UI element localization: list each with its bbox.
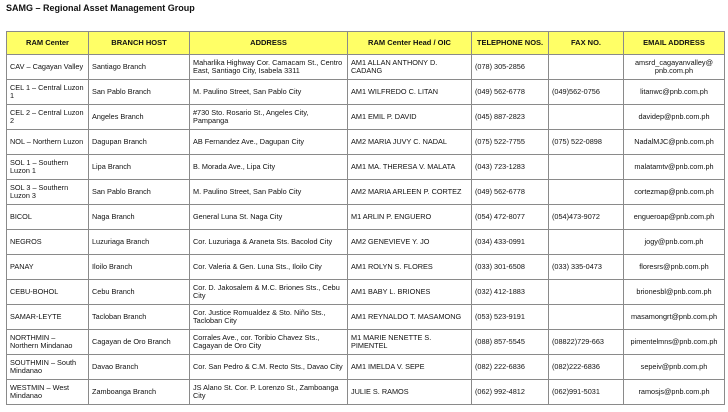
cell-center-head: AM1 REYNALDO T. MASAMONG: [348, 305, 472, 330]
table-row: [7, 80, 725, 105]
table-row: [7, 205, 725, 230]
cell-ram-center: PANAY: [7, 255, 89, 280]
cell-address: AB Fernandez Ave., Dagupan City: [190, 130, 348, 155]
cell-email: davidep@pnb.com.ph: [624, 105, 725, 130]
cell-email: floresrs@pnb.com.ph: [624, 255, 725, 280]
table-row: [7, 130, 725, 155]
column-header-address: ADDRESS: [190, 32, 348, 55]
cell-telephone: (049) 562-6778: [472, 80, 549, 105]
cell-fax: (049)562-0756: [549, 80, 624, 105]
cell-email: brionesbl@pnb.com.ph: [624, 280, 725, 305]
cell-telephone: (075) 522-7755: [472, 130, 549, 155]
table-row: [7, 255, 725, 280]
cell-ram-center: CEL 2 – Central Luzon 2: [7, 105, 89, 130]
cell-ram-center: WESTMIN – West Mindanao: [7, 380, 89, 405]
cell-telephone: (082) 222-6836: [472, 355, 549, 380]
cell-ram-center: CEL 1 – Central Luzon 1: [7, 80, 89, 105]
table-row: [7, 105, 725, 130]
table-row: [7, 230, 725, 255]
cell-email: sepeiv@pnb.com.ph: [624, 355, 725, 380]
column-header-telephone: TELEPHONE NOS.: [472, 32, 549, 55]
cell-fax: [549, 105, 624, 130]
cell-email: cortezmap@pnb.com.ph: [624, 180, 725, 205]
cell-center-head: AM1 ALLAN ANTHONY D. CADANG: [348, 55, 472, 80]
cell-address: Cor. Justice Romualdez & Sto. Niño Sts., Tacloban City: [190, 305, 348, 330]
cell-branch-host: Zamboanga Branch: [89, 380, 190, 405]
cell-branch-host: Iloilo Branch: [89, 255, 190, 280]
cell-ram-center: CEBU-BOHOL: [7, 280, 89, 305]
cell-telephone: (034) 433-0991: [472, 230, 549, 255]
cell-ram-center: NORTHMIN – Northern Mindanao: [7, 330, 89, 355]
cell-center-head: AM1 WILFREDO C. LITAN: [348, 80, 472, 105]
cell-center-head: AM1 EMIL P. DAVID: [348, 105, 472, 130]
cell-address: Cor. Luzuriaga & Araneta Sts. Bacolod City: [190, 230, 348, 255]
cell-address: Corrales Ave., cor. Toribio Chavez Sts., Cagayan de Oro City: [190, 330, 348, 355]
cell-ram-center: BICOL: [7, 205, 89, 230]
cell-branch-host: Angeles Branch: [89, 105, 190, 130]
cell-telephone: (062) 992-4812: [472, 380, 549, 405]
cell-fax: [549, 280, 624, 305]
cell-center-head: AM2 MARIA ARLEEN P. CORTEZ: [348, 180, 472, 205]
cell-telephone: (078) 305-2856: [472, 55, 549, 80]
cell-address: Cor. D. Jakosalem & M.C. Briones Sts., Cebu City: [190, 280, 348, 305]
cell-ram-center: NOL – Northern Luzon: [7, 130, 89, 155]
cell-center-head: M1 ARLIN P. ENGUERO: [348, 205, 472, 230]
cell-ram-center: SOL 3 – Southern Luzon 3: [7, 180, 89, 205]
column-header-email: EMAIL ADDRESS: [624, 32, 725, 55]
cell-branch-host: Dagupan Branch: [89, 130, 190, 155]
cell-email: litanwc@pnb.com.ph: [624, 80, 725, 105]
cell-email: jogy@pnb.com.ph: [624, 230, 725, 255]
cell-telephone: (049) 562-6778: [472, 180, 549, 205]
cell-telephone: (054) 472-8077: [472, 205, 549, 230]
cell-telephone: (053) 523-9191: [472, 305, 549, 330]
cell-address: B. Morada Ave., Lipa City: [190, 155, 348, 180]
cell-address: Cor. San Pedro & C.M. Recto Sts., Davao City: [190, 355, 348, 380]
page-title: SAMG – Regional Asset Management Group: [6, 3, 195, 13]
cell-ram-center: SAMAR-LEYTE: [7, 305, 89, 330]
cell-branch-host: Davao Branch: [89, 355, 190, 380]
table-row: [7, 305, 725, 330]
cell-center-head: M1 MARIE NENETTE S. PIMENTEL: [348, 330, 472, 355]
cell-center-head: AM2 MARIA JUVY C. NADAL: [348, 130, 472, 155]
cell-branch-host: San Pablo Branch: [89, 180, 190, 205]
cell-branch-host: Lipa Branch: [89, 155, 190, 180]
column-header-center-head: RAM Center Head / OIC: [348, 32, 472, 55]
cell-branch-host: Cebu Branch: [89, 280, 190, 305]
cell-fax: (075) 522-0898: [549, 130, 624, 155]
cell-branch-host: Luzuriaga Branch: [89, 230, 190, 255]
table-row: [7, 330, 725, 355]
cell-fax: [549, 180, 624, 205]
cell-center-head: AM2 GENEVIEVE Y. JO: [348, 230, 472, 255]
cell-branch-host: Naga Branch: [89, 205, 190, 230]
cell-fax: (082)222-6836: [549, 355, 624, 380]
cell-telephone: (032) 412-1883: [472, 280, 549, 305]
cell-center-head: AM1 IMELDA V. SEPE: [348, 355, 472, 380]
cell-email: engueroap@pnb.com.ph: [624, 205, 725, 230]
cell-email: ramosjs@pnb.com.ph: [624, 380, 725, 405]
cell-address: JS Alano St. Cor. P. Lorenzo St., Zamboanga City: [190, 380, 348, 405]
cell-telephone: (043) 723-1283: [472, 155, 549, 180]
cell-fax: (033) 335-0473: [549, 255, 624, 280]
table-row: [7, 380, 725, 405]
cell-ram-center: SOL 1 – Southern Luzon 1: [7, 155, 89, 180]
cell-fax: (08822)729-663: [549, 330, 624, 355]
cell-fax: [549, 155, 624, 180]
table-row: [7, 180, 725, 205]
cell-address: General Luna St. Naga City: [190, 205, 348, 230]
cell-branch-host: Tacloban Branch: [89, 305, 190, 330]
cell-center-head: AM1 MA. THERESA V. MALATA: [348, 155, 472, 180]
table-row: [7, 355, 725, 380]
cell-ram-center: CAV – Cagayan Valley: [7, 55, 89, 80]
table-header-row: [7, 32, 725, 55]
cell-email: amsrd_cagayanvalley@ pnb.com.ph: [624, 55, 725, 80]
cell-email: malatamtv@pnb.com.ph: [624, 155, 725, 180]
table-row: [7, 280, 725, 305]
table-row: [7, 55, 725, 80]
cell-fax: [549, 230, 624, 255]
cell-email: NadalMJC@pnb.com.ph: [624, 130, 725, 155]
cell-address: M. Paulino Street, San Pablo City: [190, 180, 348, 205]
cell-email: masamongrt@pnb.com.ph: [624, 305, 725, 330]
cell-fax: (054)473-9072: [549, 205, 624, 230]
cell-telephone: (045) 887-2823: [472, 105, 549, 130]
cell-fax: [549, 305, 624, 330]
ram-centers-table: [6, 31, 725, 405]
cell-center-head: AM1 BABY L. BRIONES: [348, 280, 472, 305]
cell-address: Maharlika Highway Cor. Camacam St., Centro East, Santiago City, Isabela 3311: [190, 55, 348, 80]
cell-branch-host: San Pablo Branch: [89, 80, 190, 105]
column-header-ram-center: RAM Center: [7, 32, 89, 55]
column-header-fax: FAX NO.: [549, 32, 624, 55]
column-header-branch-host: BRANCH HOST: [89, 32, 190, 55]
table-row: [7, 155, 725, 180]
cell-fax: (062)991-5031: [549, 380, 624, 405]
cell-telephone: (088) 857-5545: [472, 330, 549, 355]
cell-address: Cor. Valeria & Gen. Luna Sts., Iloilo City: [190, 255, 348, 280]
cell-telephone: (033) 301-6508: [472, 255, 549, 280]
cell-address: M. Paulino Street, San Pablo City: [190, 80, 348, 105]
cell-branch-host: Cagayan de Oro Branch: [89, 330, 190, 355]
cell-fax: [549, 55, 624, 80]
cell-branch-host: Santiago Branch: [89, 55, 190, 80]
cell-ram-center: SOUTHMIN – South Mindanao: [7, 355, 89, 380]
cell-email: pimentelmns@pnb.com.ph: [624, 330, 725, 355]
cell-address: #730 Sto. Rosario St., Angeles City, Pampanga: [190, 105, 348, 130]
cell-center-head: AM1 ROLYN S. FLORES: [348, 255, 472, 280]
cell-ram-center: NEGROS: [7, 230, 89, 255]
cell-center-head: JULIE S. RAMOS: [348, 380, 472, 405]
